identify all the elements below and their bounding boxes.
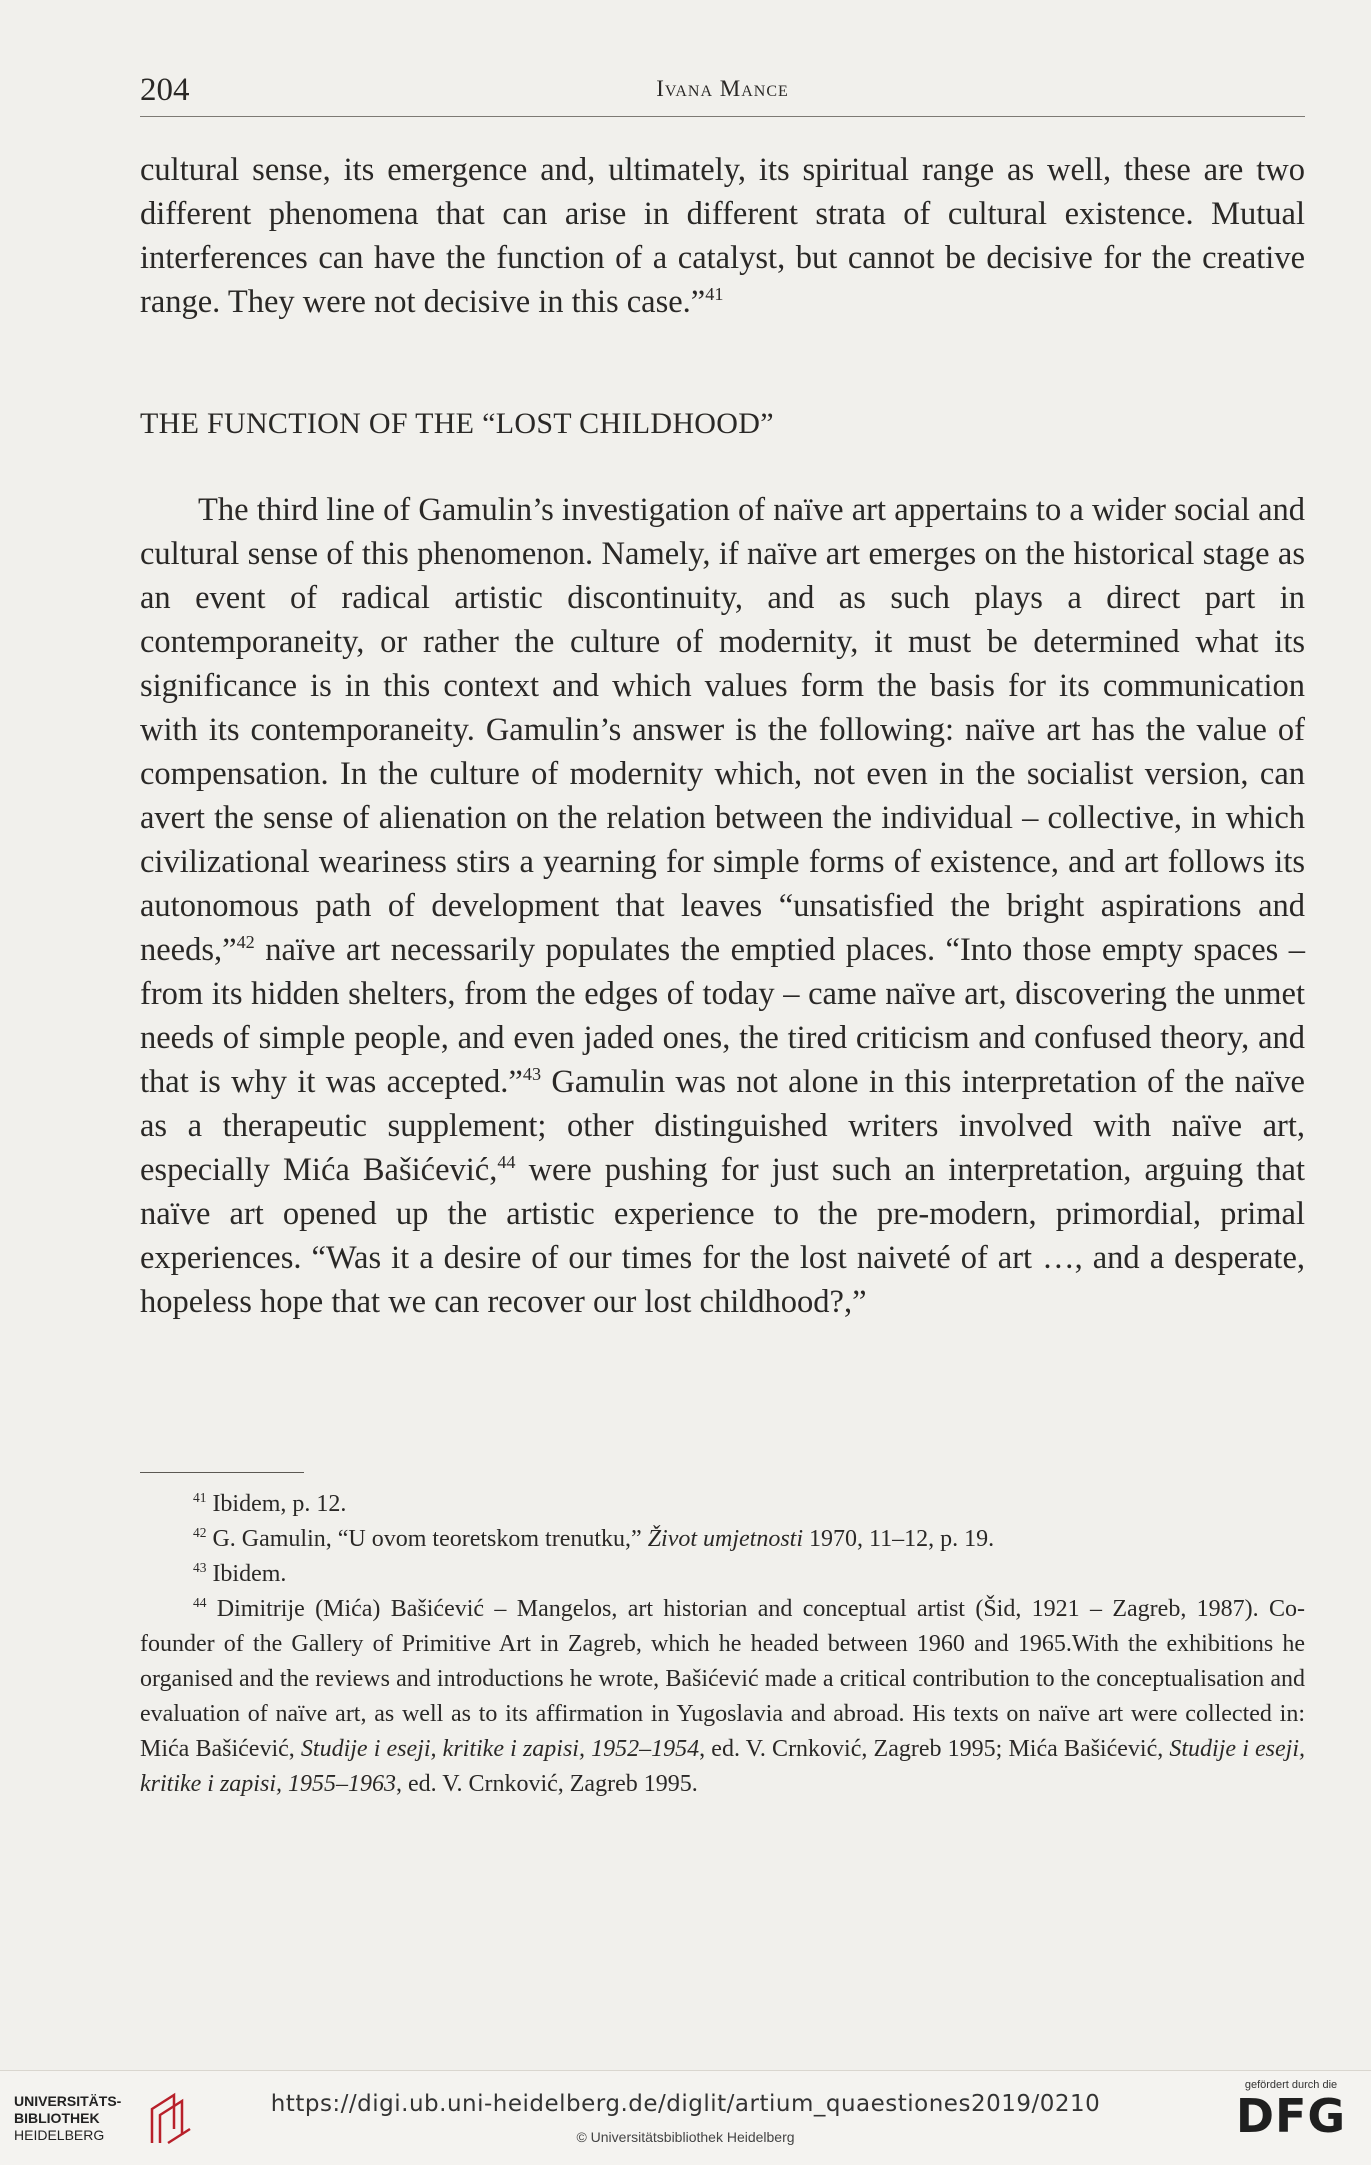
paragraph-segment-4: were pushing for just such an interpretation, arguing that naïve art opened up the artistic experience to the pre-modern, primordial, primal experiences. “Was it a desire of our times for the lost naiveté of art …, and a desperate, hopeless hope that we can recover our lost childhood?,”	[140, 1152, 1305, 1320]
opening-paragraph	[140, 148, 1305, 324]
library-logo-text: UNIVERSITÄTS- BIBLIOTHEK HEIDELBERG	[14, 2093, 122, 2143]
dfg-logo-mark: DFG	[1235, 2089, 1347, 2143]
footnote-ref-43: 43	[522, 1064, 542, 1085]
footnote-44: $^{44}$ Dimitrije (Mića) Bašićević – Mangelos, art historian and conceptual artist (Šid, 1921 – Zagreb, 1987). Co-founder of the Gallery of Primitive Art in Zagreb, which he headed between 1960 and 1965.With the exhibitions he organised and the reviews and introductions he wrote, Bašićević made a critical contribution to the conceptualisation and evaluation of naïve art, as well as to its affirmation in Yugoslavia and abroad. His texts on naïve art were collected in: Mića Bašićević, Studije i eseji, kritike i zapisi, 1952–1954, ed. V. Crnković, Zagreb 1995; Mića Bašićević, Studije i eseji, kritike i zapisi, 1955–1963, ed. V. Crnković, Zagreb 1995.	[140, 1595, 1306, 1797]
section-heading: THE FUNCTION OF THE “LOST CHILDHOOD”	[140, 407, 774, 440]
paragraph-segment-1: The third line of Gamulin’s investigation of naïve art appertains to a wider social and cultural sense of this phenomenon. Namely, if naïve art emerges on the historical stage as an event of radical artistic discontinuity, and as such plays a direct part in contemporaneity, or rather the culture of modernity, it must be determined what its significance is in this context and which values form the basis for its communication with its contemporaneity. Gamulin’s answer is the following: naïve art has the value of compensation. In the culture of modernity which, not even in the socialist version, can avert the sense of alienation on the relation between the individual – collective, in which civilizational weariness stirs a yearning for simple forms of existence, and art follows its autonomous path of development that leaves “unsatisfied the bright aspirations and needs,”	[140, 492, 1305, 968]
paragraph-segment-3: Gamulin was not alone in this interpretation of the naïve as a therapeutic supplement; other distinguished writers involved with naïve art, especially Mića Bašićević,	[140, 1064, 1305, 1188]
footnote-41: $^{41}$ Ibidem, p. 12.	[193, 1490, 347, 1517]
source-url-link[interactable]: https://digi.ub.uni-heidelberg.de/diglit/artium_quaestiones2019/0210	[270, 2091, 1101, 2117]
footnote-ref-41: 41	[705, 284, 724, 305]
page-header	[140, 70, 1305, 117]
digitization-footer	[0, 2070, 1371, 2165]
footnotes	[140, 1487, 1305, 1802]
section-body	[140, 488, 1305, 1324]
footnote-43: $^{43}$ Ibidem.	[193, 1560, 287, 1587]
page-number: 204	[140, 72, 190, 108]
opening-paragraph-text: cultural sense, its emergence and, ultimately, its spiritual range as well, these are two different phenomena that can arise in different strata of cultural existence. Mutual interferences can have the function of a catalyst, but cannot be decisive for the creative range. They were not decisive in this case.”	[140, 152, 1305, 320]
dfg-caption: gefördert durch die	[1244, 2079, 1338, 2091]
footnote-separator	[140, 1472, 304, 1473]
paragraph-segment-2: naïve art necessarily populates the emptied places. “Into those empty spaces – from its hidden shelters, from the edges of today – came naïve art, discovering the unmet needs of simple people, and even jaded ones, the tired criticism and confused theory, and that is why it was accepted.”	[140, 932, 1305, 1100]
dfg-logo[interactable]	[1231, 2079, 1351, 2159]
copyright-notice: © Universitätsbibliothek Heidelberg	[576, 2129, 795, 2145]
footnote-ref-44: 44	[497, 1152, 516, 1173]
running-head: Ivana Mance	[656, 76, 789, 101]
footnote-42: $^{42}$ G. Gamulin, “U ovom teoretskom trenutku,” Život umjetnosti 1970, 11–12, p. 19.	[193, 1525, 995, 1552]
footnote-ref-42: 42	[236, 932, 255, 953]
